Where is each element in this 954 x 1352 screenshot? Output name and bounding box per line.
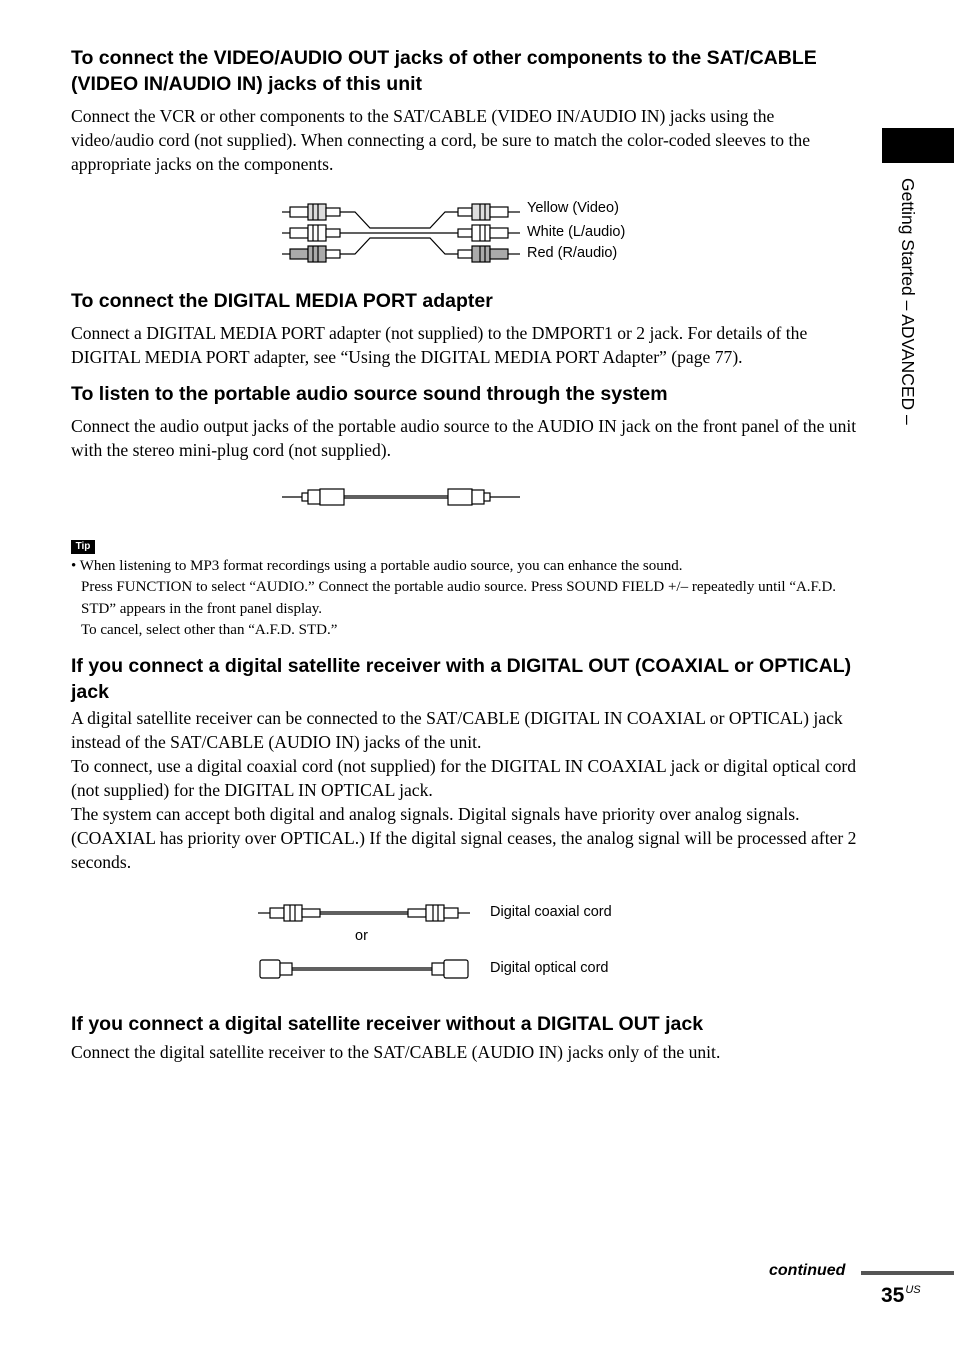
body-portable-audio: Connect the audio output jacks of the portable audio source to the AUDIO IN jack on the front panel of the unit with the stereo mini-plug cord (not supplied). xyxy=(71,416,857,460)
left-plug-yellow xyxy=(282,204,340,220)
heading-no-digital-out-receiver: If you connect a digital satellite receiver without a DIGITAL OUT jack xyxy=(71,1013,704,1035)
body-digital-media-port: Connect a DIGITAL MEDIA PORT adapter (not supplied) to the DMPORT1 or 2 jack. For details of the DIGITAL MEDIA PORT adapter, see “Using the DIGITAL MEDIA PORT Adapter” (page 77). xyxy=(71,323,808,367)
page-number-suffix: US xyxy=(905,1284,921,1296)
label-digital-optical-cord: Digital optical cord xyxy=(490,960,609,976)
tip-line: To cancel, select other than “A.F.D. STD.” xyxy=(81,621,338,638)
heading-video-audio-out: To connect the VIDEO/AUDIO OUT jacks of other components to the SAT/CABLE (VIDEO IN/AUDIO IN) jacks of this unit xyxy=(71,47,817,95)
section-tab-label: Getting Started – ADVANCED – xyxy=(898,178,918,425)
digital-optical-cord-illustration xyxy=(256,957,474,981)
label-digital-coaxial-cord: Digital coaxial cord xyxy=(490,904,612,920)
body-digital-out-receiver xyxy=(71,706,861,874)
left-plug-red xyxy=(282,246,340,262)
paragraph: The system can accept both digital and analog signals. Digital signals have priority over analog signals. (COAXIAL has priority over OPTICAL.) If the digital signal ceases, the analog signal will be processed after 2 seconds. xyxy=(71,804,857,872)
right-plug-yellow xyxy=(458,204,520,220)
page-number-value: 35 xyxy=(881,1284,905,1307)
label-yellow-video: Yellow (Video) xyxy=(527,200,619,216)
tip-line: • When listening to MP3 format recordings using a portable audio source, you can enhance the sound. xyxy=(71,558,683,574)
tip-badge: Tip xyxy=(71,540,95,554)
digital-coaxial-cord-illustration xyxy=(256,901,474,925)
tip-text xyxy=(71,556,871,641)
label-or: or xyxy=(355,928,368,944)
heading-digital-out-receiver: If you connect a digital satellite receiver with a DIGITAL OUT (COAXIAL or OPTICAL) jack xyxy=(71,655,852,703)
paragraph: To connect, use a digital coaxial cord (not supplied) for the DIGITAL IN COAXIAL jack or digital optical cord (not supplied) for the DIGITAL IN OPTICAL jack. xyxy=(71,756,857,800)
right-plug-white xyxy=(458,225,520,241)
heading-digital-media-port: To connect the DIGITAL MEDIA PORT adapter xyxy=(71,290,493,312)
page-number xyxy=(881,1284,921,1308)
continued-label: continued xyxy=(769,1262,846,1279)
continued-bar xyxy=(861,1271,954,1275)
tip-line: Press FUNCTION to select “AUDIO.” Connect the portable audio source. Press SOUND FIELD +/– repeatedly until “A.F.D. STD” appears in the front panel display. xyxy=(81,579,837,617)
left-plug-white xyxy=(282,225,340,241)
video-audio-cord-illustration xyxy=(280,198,525,268)
body-video-audio-out: Connect the VCR or other components to the SAT/CABLE (VIDEO IN/AUDIO IN) jacks using the video/audio cord (not supplied). When connecting a cord, be sure to match the color-coded sleeves to the appropriate jacks on the components. xyxy=(71,106,810,174)
heading-portable-audio: To listen to the portable audio source sound through the system xyxy=(71,383,668,405)
paragraph: A digital satellite receiver can be connected to the SAT/CABLE (DIGITAL IN COAXIAL or OPTICAL) jack instead of the SAT/CABLE (AUDIO IN) jacks of the unit. xyxy=(71,708,843,752)
section-tab-marker xyxy=(882,128,954,163)
label-red-audio: Red (R/audio) xyxy=(527,245,618,261)
right-plug-red xyxy=(458,246,520,262)
stereo-mini-plug-cord-illustration xyxy=(280,485,525,509)
label-white-audio: White (L/audio) xyxy=(527,224,626,240)
body-no-digital-out-receiver: Connect the digital satellite receiver to the SAT/CABLE (AUDIO IN) jacks only of the unit. xyxy=(71,1042,721,1062)
